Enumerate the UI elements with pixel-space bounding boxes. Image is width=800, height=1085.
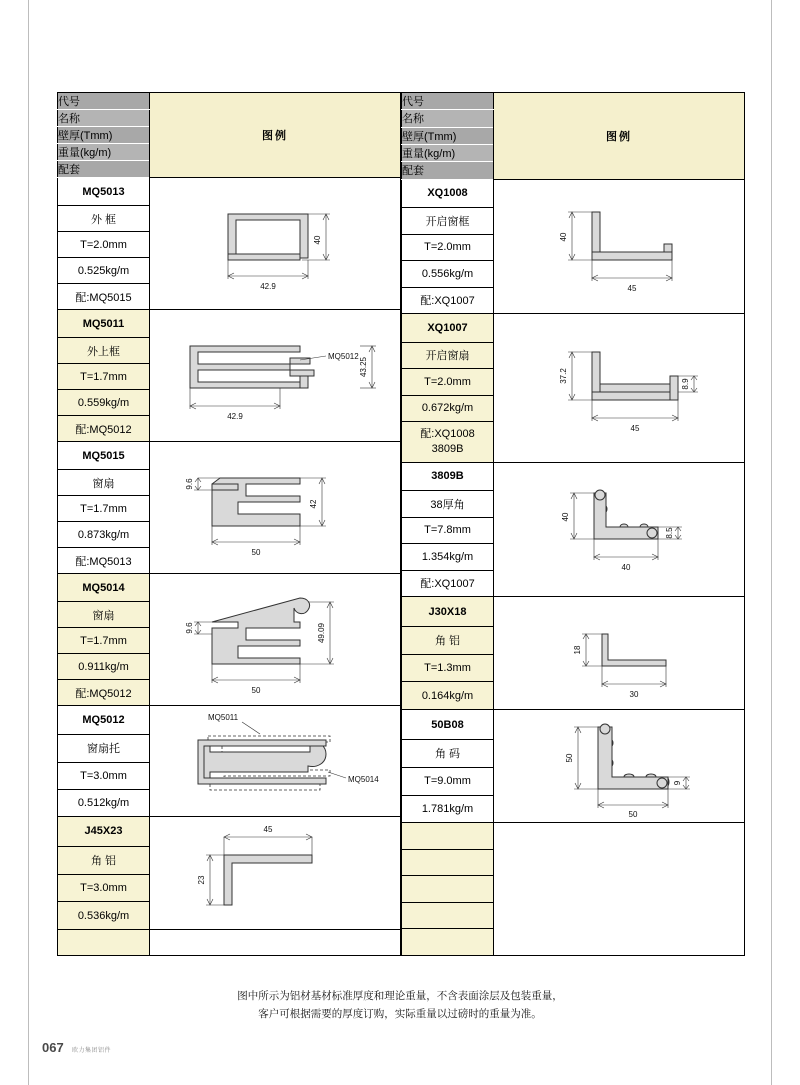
profile-figure-mq5015: [150, 442, 401, 574]
profile-weight: 0.536kg/m: [58, 902, 150, 930]
right-profile-table: [401, 92, 745, 956]
profile-figure-j30x18: [494, 597, 745, 710]
profile-thickness: T=9.0mm: [402, 767, 494, 795]
profile-code: XQ1008: [402, 179, 494, 208]
profile-thickness: T=7.8mm: [402, 517, 494, 543]
table-row: [58, 178, 401, 206]
dim-49-09: 49.09: [317, 622, 326, 643]
profile-weight: 0.556kg/m: [402, 261, 494, 287]
empty-cell: [402, 929, 494, 956]
profile-name: 窗扇: [58, 470, 150, 496]
dim-8-5: 8.5: [665, 527, 674, 540]
header-figure-title-left: 图例: [150, 93, 401, 178]
footnote: [0, 988, 800, 1024]
profile-name: 开启窗扇: [402, 342, 494, 368]
profile-code: MQ5014: [58, 574, 150, 602]
profile-match: 配:MQ5013: [58, 548, 150, 574]
profile-code: J30X18: [402, 597, 494, 627]
profile-weight: 1.354kg/m: [402, 544, 494, 570]
dim-50: 50: [565, 753, 574, 763]
section-drawing-mq5011: [150, 312, 401, 440]
header-row-code: [402, 93, 745, 110]
dim-40: 40: [313, 235, 322, 244]
profile-weight: 0.164kg/m: [402, 682, 494, 710]
empty-cell: [402, 849, 494, 875]
profile-thickness: T=1.3mm: [402, 654, 494, 682]
dim-40-width: 40: [621, 563, 631, 573]
label-mq5014: MQ5014: [348, 775, 379, 784]
dim-9-6: 9.6: [185, 621, 194, 634]
header-label-weight: 重量(kg/m): [58, 144, 150, 161]
profile-match: 配:XQ1007: [402, 287, 494, 313]
profile-match: 配:MQ5012: [58, 416, 150, 442]
profile-name: 角 码: [402, 740, 494, 768]
section-drawing-j45x23: [150, 817, 401, 929]
profile-name: 38厚角: [402, 491, 494, 517]
profile-figure-mq5012: [150, 706, 401, 817]
header-label-match: 配套: [58, 161, 150, 178]
profile-match: 配:XQ1007: [402, 570, 494, 596]
page-number: 067: [42, 1040, 64, 1055]
profile-code: MQ5015: [58, 442, 150, 470]
dim-42-9: 42.9: [260, 281, 276, 291]
dim-42-9: 42.9: [227, 411, 243, 421]
empty-cell: [402, 823, 494, 849]
profile-code: XQ1007: [402, 314, 494, 343]
table-row: [58, 817, 401, 847]
dim-9-6: 9.6: [185, 477, 194, 490]
header-label-name: 名称: [58, 110, 150, 127]
profile-figure-mq5011: [150, 310, 401, 442]
header-label-thickness: 壁厚(Tmm): [402, 127, 494, 144]
profile-weight: 1.781kg/m: [402, 795, 494, 823]
profile-weight: 0.672kg/m: [402, 395, 494, 421]
profile-weight: 0.873kg/m: [58, 522, 150, 548]
empty-cell: [402, 876, 494, 902]
table-row: [402, 179, 745, 208]
profile-figure-xq1008: [494, 179, 745, 313]
profile-thickness: T=3.0mm: [58, 762, 150, 789]
dim-42: 42: [309, 499, 318, 508]
footnote-line-1: 图中所示为铝材基材标准厚度和理论重量，不含表面涂层及包装重量，: [237, 990, 563, 1002]
section-drawing-mq5014: [150, 576, 401, 704]
header-label-match: 配套: [402, 162, 494, 179]
section-drawing-j30x18: [494, 598, 745, 708]
header-label-code: 代号: [58, 93, 150, 110]
table-row-spacer: [58, 930, 401, 956]
profile-weight: 0.559kg/m: [58, 390, 150, 416]
dim-45: 45: [263, 825, 273, 834]
section-drawing-xq1008: [494, 182, 745, 310]
table-row: [58, 442, 401, 470]
profile-weight: 0.525kg/m: [58, 258, 150, 284]
header-label-thickness: 壁厚(Tmm): [58, 127, 150, 144]
brand-mark: 欧力集团铝件: [72, 1048, 112, 1054]
profile-figure-50b08: [494, 710, 745, 823]
profile-name: 外上框: [58, 338, 150, 364]
dim-37-2: 37.2: [559, 368, 568, 384]
left-profile-table: [57, 92, 401, 956]
section-drawing-mq5015: [150, 444, 401, 572]
profile-weight: 0.512kg/m: [58, 789, 150, 816]
profile-match-line1: 配:XQ1008: [420, 428, 475, 441]
dim-50: 50: [251, 685, 261, 695]
dim-8-9: 8.9: [681, 378, 690, 390]
profile-tables: [57, 92, 743, 956]
profile-thickness: T=3.0mm: [58, 874, 150, 902]
profile-name: 角 铝: [58, 846, 150, 874]
section-drawing-3809b: [494, 465, 745, 593]
dim-40: 40: [559, 232, 568, 242]
profile-code: MQ5013: [58, 178, 150, 206]
profile-code: J45X23: [58, 817, 150, 847]
dim-9: 9: [673, 781, 682, 786]
profile-thickness: T=2.0mm: [58, 232, 150, 258]
profile-figure-mq5013: [150, 178, 401, 310]
profile-figure-3809b: [494, 462, 745, 596]
section-drawing-50b08: [494, 711, 745, 821]
empty-figure-cell: [150, 930, 401, 956]
header-label-code: 代号: [402, 93, 494, 110]
table-row: [402, 314, 745, 343]
profile-thickness: T=1.7mm: [58, 496, 150, 522]
dim-45: 45: [630, 423, 640, 433]
table-row: [402, 710, 745, 740]
profile-thickness: T=2.0mm: [402, 369, 494, 395]
label-mq5011: MQ5011: [208, 713, 239, 722]
dim-23: 23: [197, 875, 206, 885]
section-drawing-mq5013: [150, 180, 401, 308]
profile-name: 外 框: [58, 206, 150, 232]
profile-thickness: T=1.7mm: [58, 628, 150, 654]
profile-code: MQ5012: [58, 706, 150, 735]
empty-cell: [402, 902, 494, 928]
profile-name: 角 铝: [402, 627, 494, 655]
header-row-code: [58, 93, 401, 110]
dim-45: 45: [627, 284, 637, 294]
empty-figure-cell: [494, 823, 745, 956]
section-drawing-mq5012: [150, 706, 401, 816]
header-figure-title-right: 图例: [494, 93, 745, 180]
table-row: [58, 706, 401, 735]
profile-figure-j45x23: [150, 817, 401, 930]
profile-match: 配:MQ5015: [58, 284, 150, 310]
profile-thickness: T=2.0mm: [402, 234, 494, 260]
dim-50-width: 50: [628, 810, 638, 820]
profile-figure-mq5014: [150, 574, 401, 706]
header-label-name: 名称: [402, 110, 494, 127]
table-row: [58, 310, 401, 338]
page-border-right: [771, 0, 772, 1085]
dim-30: 30: [629, 690, 639, 700]
dim-43-25: 43.25: [359, 356, 368, 377]
profile-code: 3809B: [402, 462, 494, 491]
profile-name: 开启窗框: [402, 208, 494, 234]
header-label-weight: 重量(kg/m): [402, 144, 494, 161]
profile-match: [402, 421, 494, 462]
table-row: [402, 597, 745, 627]
label-mq5012: MQ5012: [328, 351, 359, 361]
profile-figure-xq1007: [494, 314, 745, 463]
profile-name: 窗扇托: [58, 735, 150, 762]
empty-cell: [58, 930, 150, 956]
dim-50: 50: [251, 547, 261, 557]
profile-match-line2: 3809B: [431, 442, 464, 455]
table-row: [58, 574, 401, 602]
page-border-left: [28, 0, 29, 1085]
profile-match: 配:MQ5012: [58, 680, 150, 706]
footnote-line-2: 客户可根据需要的厚度订购，实际重量以过磅时的重量为准。: [258, 1007, 542, 1020]
dim-18: 18: [573, 645, 582, 655]
table-row-spacer: [402, 823, 745, 849]
profile-thickness: T=1.7mm: [58, 364, 150, 390]
section-drawing-xq1007: [494, 324, 745, 452]
profile-name: 窗扇: [58, 602, 150, 628]
profile-code: MQ5011: [58, 310, 150, 338]
dim-40: 40: [561, 513, 570, 522]
profile-code: 50B08: [402, 710, 494, 740]
table-row: [402, 462, 745, 491]
profile-weight: 0.911kg/m: [58, 654, 150, 680]
